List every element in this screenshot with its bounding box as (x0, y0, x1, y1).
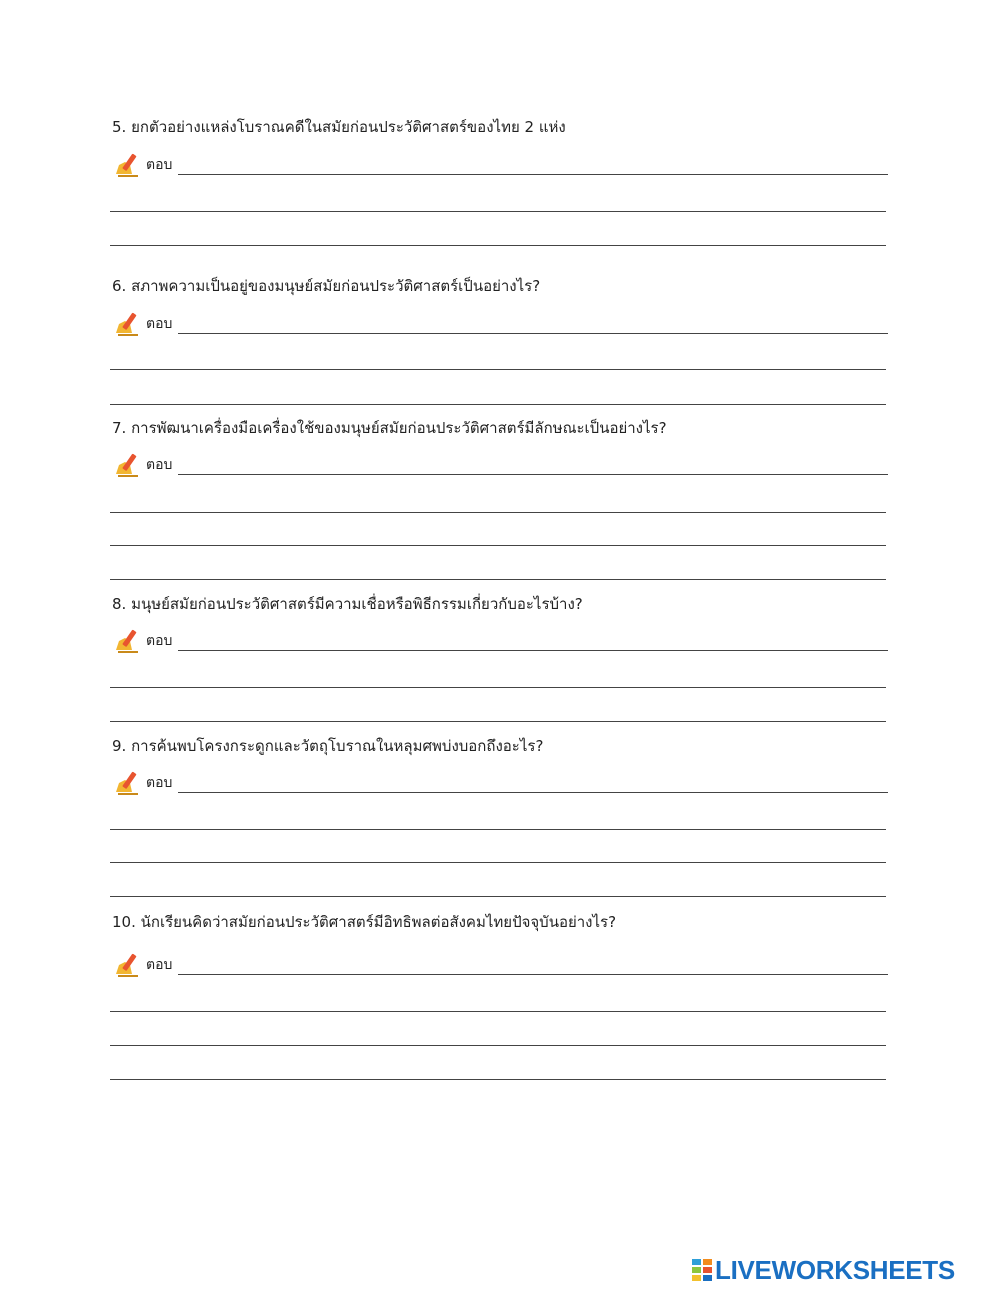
answer-input-line[interactable] (178, 650, 888, 651)
question-5-text: 5. ยกตัวอย่างแหล่งโบราณคดีในสมัยก่อนประวัติศาสตร์ของไทย 2 แห่ง (112, 118, 566, 136)
answer-label: ตอบ (146, 457, 173, 473)
blank-line[interactable] (110, 1079, 886, 1080)
question-9-text: 9. การค้นพบโครงกระดูกและวัตถุโบราณในหลุมศพบ่งบอกถึงอะไร? (112, 737, 544, 755)
answer-label: ตอบ (146, 157, 173, 173)
blank-line[interactable] (110, 579, 886, 580)
blank-line[interactable] (110, 512, 886, 513)
question-6-text: 6. สภาพความเป็นอยู่ของมนุษย์สมัยก่อนประวัติศาสตร์เป็นอย่างไร? (112, 277, 541, 295)
live-letters-icon (692, 1259, 712, 1281)
answer-row-7 (114, 452, 888, 478)
answer-label: ตอบ (146, 316, 173, 332)
answer-input-line[interactable] (178, 174, 888, 175)
answer-label: ตอบ (146, 633, 173, 649)
writing-hand-icon (114, 452, 142, 478)
answer-row-5 (114, 152, 888, 178)
answer-input-line[interactable] (178, 474, 888, 475)
writing-hand-icon (114, 311, 142, 337)
answer-row-10 (114, 952, 888, 978)
question-8-text: 8. มนุษย์สมัยก่อนประวัติศาสตร์มีความเชื่อหรือพิธีกรรมเกี่ยวกับอะไรบ้าง? (112, 595, 583, 613)
liveworksheets-brand (692, 1256, 955, 1284)
answer-input-line[interactable] (178, 974, 888, 975)
blank-line[interactable] (110, 404, 886, 405)
blank-line[interactable] (110, 1011, 886, 1012)
blank-line[interactable] (110, 245, 886, 246)
writing-hand-icon (114, 770, 142, 796)
brand-name: LIVEWORKSHEETS (715, 1254, 955, 1285)
writing-hand-icon (114, 952, 142, 978)
answer-input-line[interactable] (178, 333, 888, 334)
answer-row-8 (114, 628, 888, 654)
blank-line[interactable] (110, 862, 886, 863)
blank-line[interactable] (110, 545, 886, 546)
blank-line[interactable] (110, 1045, 886, 1046)
question-7-text: 7. การพัฒนาเครื่องมือเครื่องใช้ของมนุษย์สมัยก่อนประวัติศาสตร์มีลักษณะเป็นอย่างไร? (112, 419, 667, 437)
blank-line[interactable] (110, 211, 886, 212)
writing-hand-icon (114, 628, 142, 654)
blank-line[interactable] (110, 369, 886, 370)
answer-label: ตอบ (146, 775, 173, 791)
answer-row-9 (114, 770, 888, 796)
answer-input-line[interactable] (178, 792, 888, 793)
blank-line[interactable] (110, 687, 886, 688)
question-10-text: 10. นักเรียนคิดว่าสมัยก่อนประวัติศาสตร์มีอิทธิพลต่อสังคมไทยปัจจุบันอย่างไร? (112, 913, 617, 931)
blank-line[interactable] (110, 829, 886, 830)
writing-hand-icon (114, 152, 142, 178)
blank-line[interactable] (110, 896, 886, 897)
answer-row-6 (114, 311, 888, 337)
blank-line[interactable] (110, 721, 886, 722)
answer-label: ตอบ (146, 957, 173, 973)
